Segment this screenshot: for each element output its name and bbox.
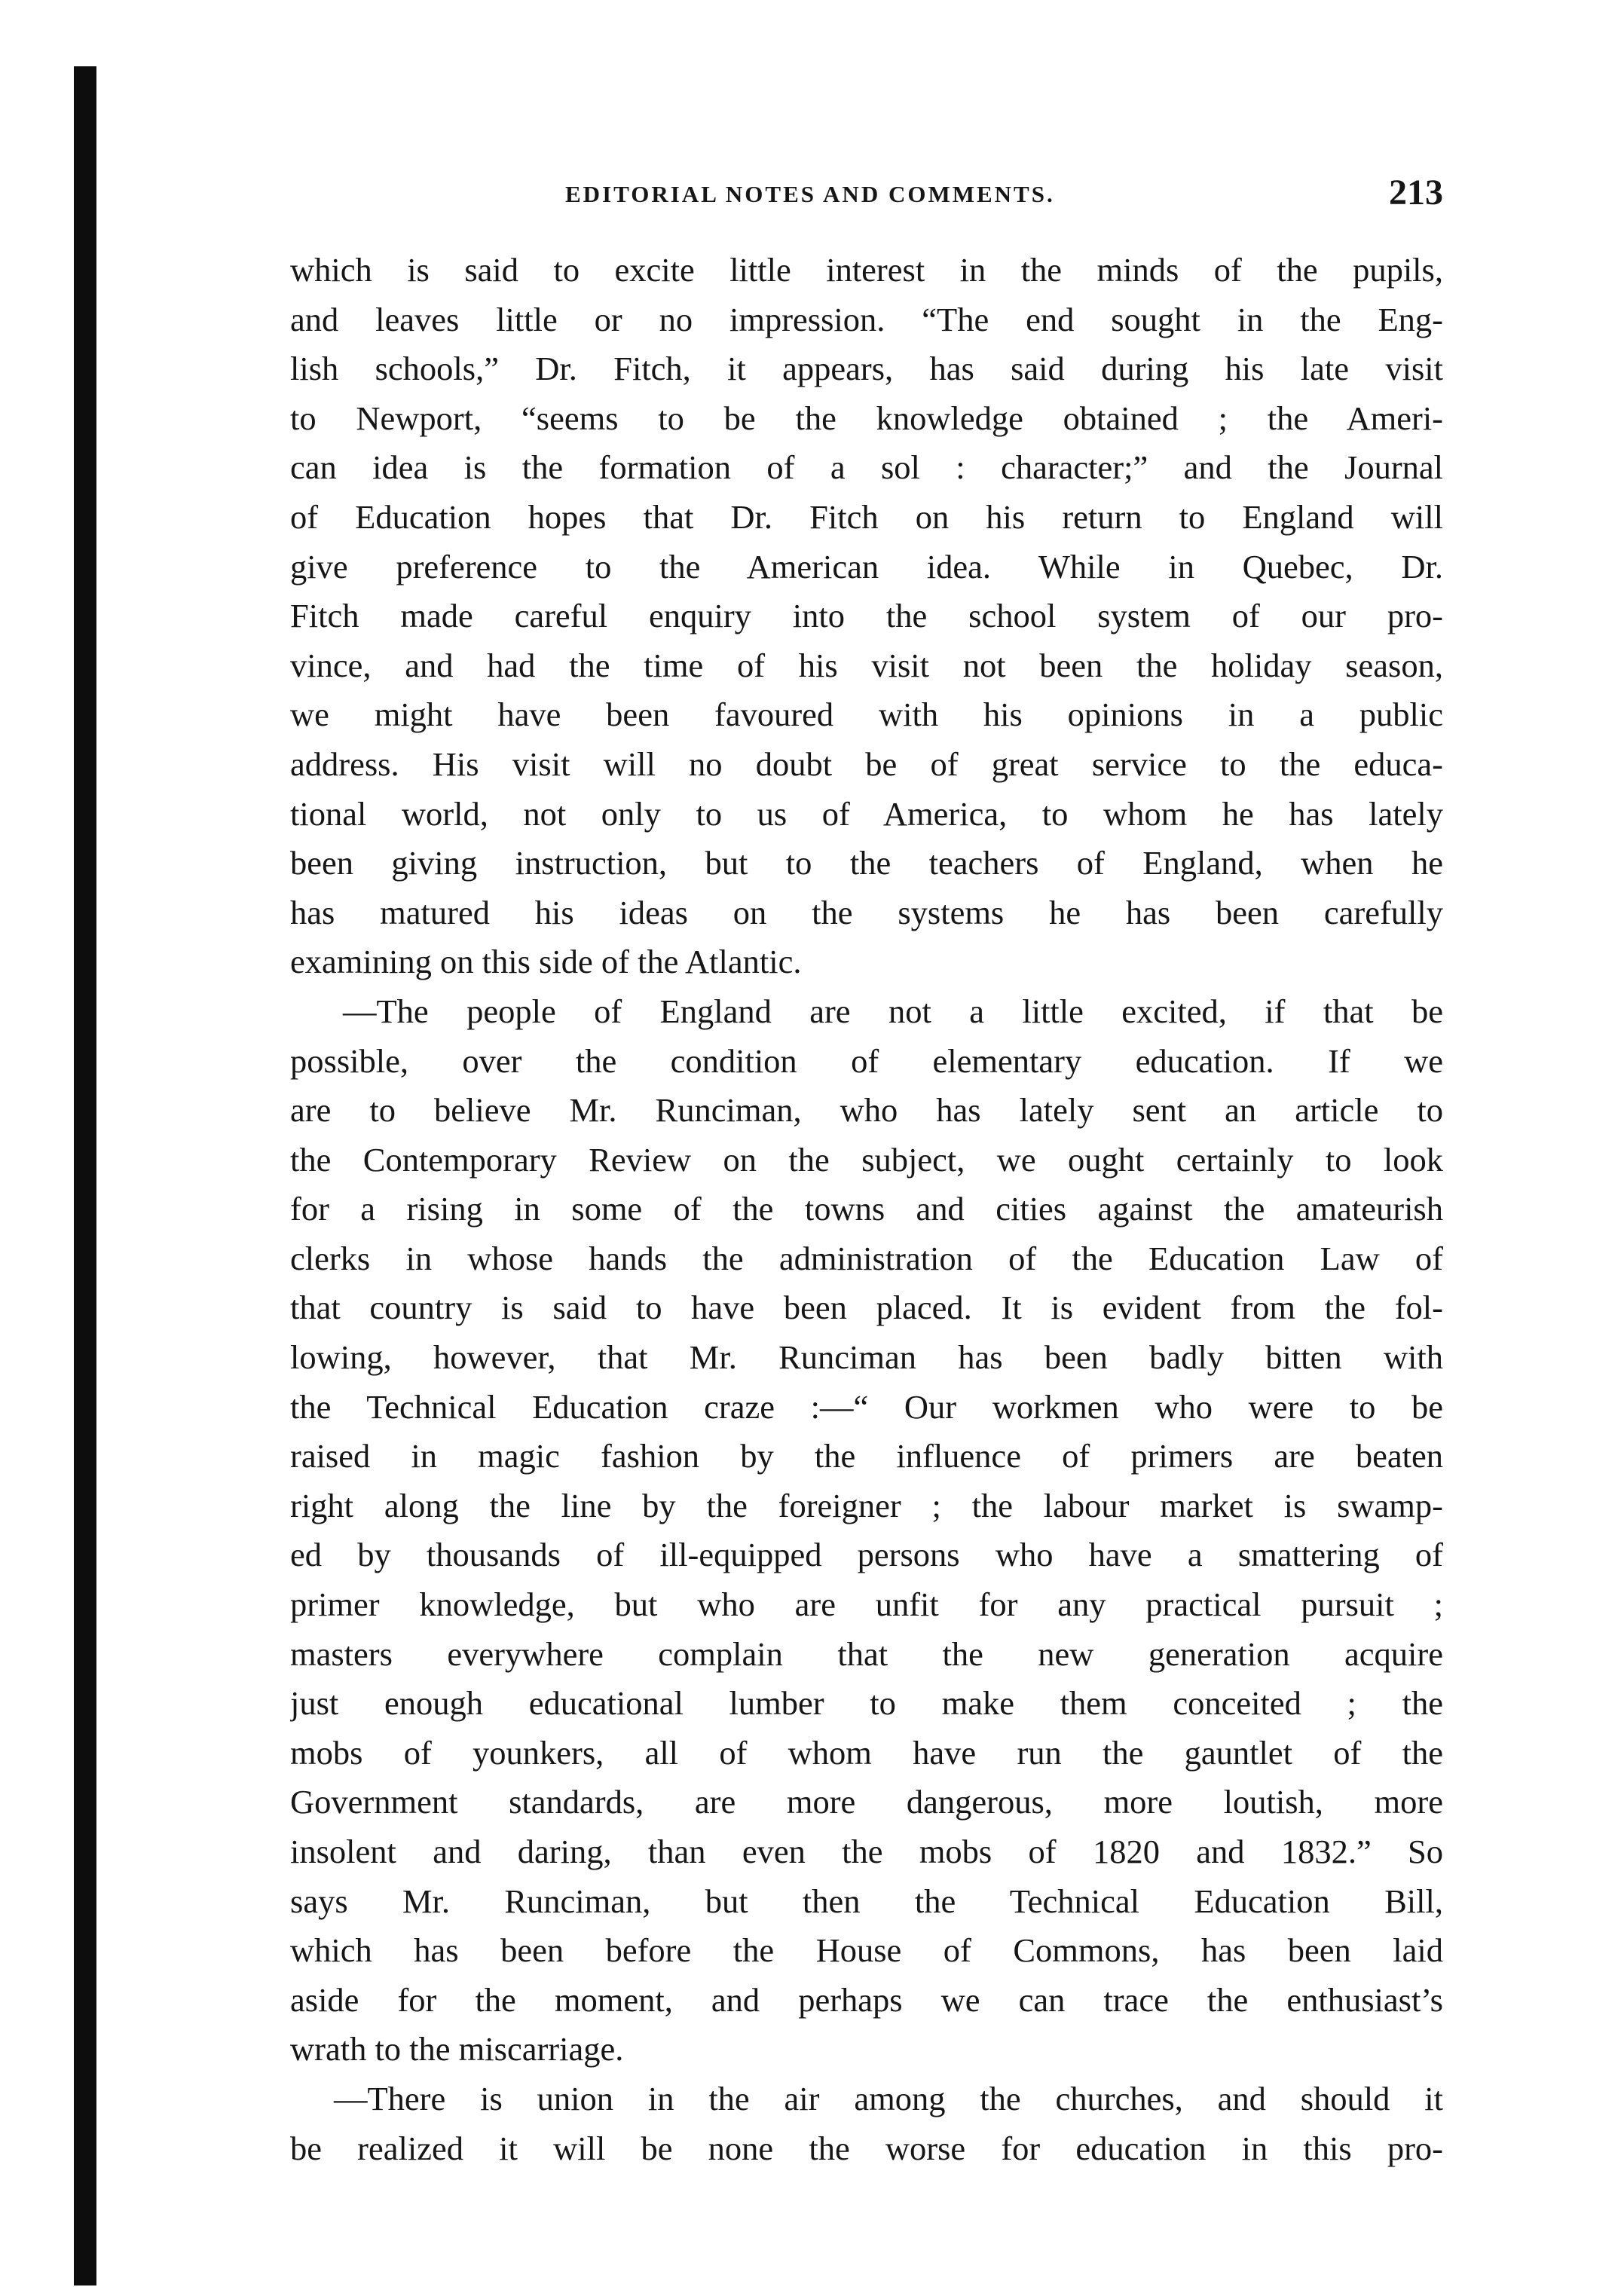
text-line: and leaves little or no impression. “The end sought in the Eng- xyxy=(290,300,1443,338)
text-line: clerks in whose hands the administration of the Education Law of xyxy=(290,1239,1443,1277)
text-line: the Technical Education craze :—“ Our workmen who were to be xyxy=(290,1387,1443,1426)
text-line: insolent and daring, than even the mobs of 1820 and 1832.” So xyxy=(290,1833,1443,1870)
running-title: EDITORIAL NOTES AND COMMENTS. xyxy=(565,181,1055,207)
text-line: which is said to excite little interest in the minds of the pupils, xyxy=(290,251,1443,289)
paragraph-3 xyxy=(290,2075,1443,2173)
text-line: right along the line by the foreigner ; the labour market is swamp- xyxy=(290,1486,1443,1524)
text-line: been giving instruction, but to the teachers of England, when he xyxy=(290,844,1443,882)
text-line: lish schools,” Dr. Fitch, it appears, has said during his late visit xyxy=(290,350,1443,388)
text-line: Fitch made careful enquiry into the school system of our pro- xyxy=(290,597,1443,635)
text-line: for a rising in some of the towns and cities against the amateurish xyxy=(290,1190,1443,1228)
paragraph-2 xyxy=(290,987,1443,2075)
body-text xyxy=(290,246,1443,2173)
text-line: possible, over the condition of elementary education. If we xyxy=(290,1041,1443,1080)
text-line: lowing, however, that Mr. Runciman has been badly bitten with xyxy=(290,1338,1443,1377)
text-line: tional world, not only to us of America, to whom he has lately xyxy=(290,794,1443,833)
text-line: that country is said to have been placed. It is evident from the fol- xyxy=(290,1289,1443,1327)
text-line: address. His visit will no doubt be of great service to the educa- xyxy=(290,744,1443,783)
text-line: —There is union in the air among the churches, and should it xyxy=(334,2079,1443,2117)
text-line: raised in magic fashion by the influence of primers are beaten xyxy=(290,1437,1443,1475)
text-line: just enough educational lumber to make them conceited ; the xyxy=(290,1684,1443,1723)
text-line: has matured his ideas on the systems he has been carefully xyxy=(290,893,1443,931)
text-line: which has been before the House of Commons, has been laid xyxy=(290,1931,1443,1970)
text-line: says Mr. Runciman, but then the Technical Education Bill, xyxy=(290,1882,1443,1920)
text-line: ed by thousands of ill-equipped persons who have a smattering of xyxy=(290,1536,1443,1574)
text-line: mobs of younkers, all of whom have run the gauntlet of the xyxy=(290,1733,1443,1772)
running-head xyxy=(290,172,1443,225)
text-line: primer knowledge, but who are unfit for any practical pursuit ; xyxy=(290,1585,1443,1624)
text-line: give preference to the American idea. While in Quebec, Dr. xyxy=(290,547,1443,586)
text-line: of Education hopes that Dr. Fitch on his return to England will xyxy=(290,497,1443,536)
text-line: —The people of England are not a little excited, if that be xyxy=(343,992,1443,1030)
text-line: masters everywhere complain that the new generation acquire xyxy=(290,1634,1443,1673)
text-line: the Contemporary Review on the subject, we ought certainly to look xyxy=(290,1140,1443,1179)
paragraph-1 xyxy=(290,246,1443,987)
text-line: be realized it will be none the worse for education in this pro- xyxy=(290,2129,1443,2167)
text-line: Government standards, are more dangerous, more loutish, more xyxy=(290,1783,1443,1821)
page-number: 213 xyxy=(1389,173,1443,212)
book-page xyxy=(290,172,1443,2173)
text-line: examining on this side of the Atlantic. xyxy=(290,943,802,981)
text-line: are to believe Mr. Runciman, who has lately sent an article to xyxy=(290,1091,1443,1130)
text-line: wrath to the miscarriage. xyxy=(290,2030,624,2068)
text-line: we might have been favoured with his opinions in a public xyxy=(290,696,1443,734)
text-line: vince, and had the time of his visit not been the holiday season, xyxy=(290,646,1443,684)
scan-binding-edge xyxy=(74,66,96,2285)
text-line: to Newport, “seems to be the knowledge obtained ; the Ameri- xyxy=(290,399,1443,437)
text-line: can idea is the formation of a sol : character;” and the Journal xyxy=(290,448,1443,487)
text-line: aside for the moment, and perhaps we can trace the enthusiast’s xyxy=(290,1980,1443,2019)
